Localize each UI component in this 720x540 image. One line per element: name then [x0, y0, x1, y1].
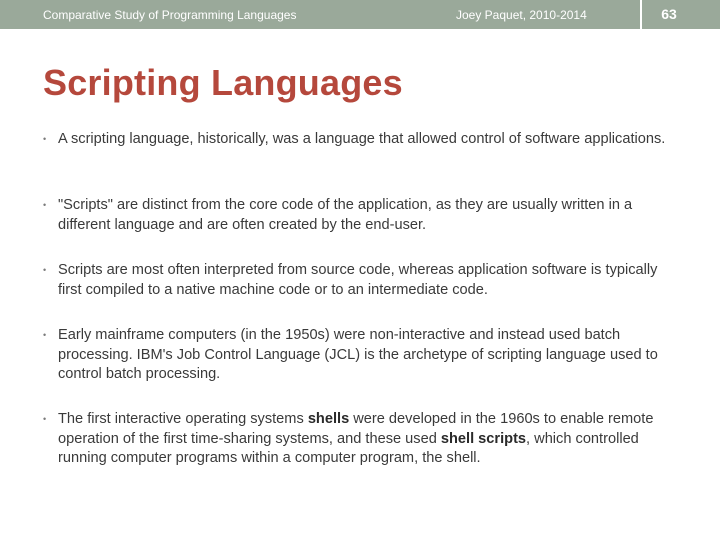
bullet-text [58, 261, 683, 300]
bullet-text [58, 410, 683, 469]
bullet-marker: • [43, 265, 47, 275]
bullet-bold-term: shell scripts [440, 430, 527, 447]
bullet-text [58, 196, 683, 235]
bullet-text-segment: Early mainframe computers (in the 1950s) were non-interactive and instead used batch processing. IBM's Job Control Language (JCL) is the archetype of scripting language used to control batch processing. [58, 327, 658, 382]
bullet-text-segment: , which controlled running computer programs within a computer program, the shell. [58, 430, 639, 466]
bullet-bold-term: shells [307, 411, 350, 427]
bullet-item [43, 326, 683, 385]
bullet-text-segment: were developed in the 1960s to enable remote operation of the first time-sharing systems, and these used [58, 411, 654, 447]
bullet-text [58, 130, 683, 150]
bullet-text [58, 326, 683, 385]
bullet-text-segment: "Scripts" are distinct from the core code of the application, as they are usually written in a different language and are often created by the end-user. [58, 197, 633, 233]
header-band [0, 0, 720, 29]
bullet-text-segment: Scripts are most often interpreted from source code, whereas application software is typically first compiled to a native machine code or to an intermediate code. [58, 262, 658, 298]
page-number: 63 [661, 6, 677, 22]
bullet-item [43, 130, 683, 150]
slide-title: Scripting Languages [43, 62, 403, 103]
bullet-item [43, 261, 683, 300]
bullet-item [43, 410, 683, 469]
bullet-text-segment: A scripting language, historically, was a language that allowed control of software applications. [58, 131, 666, 147]
bullet-marker: • [43, 200, 47, 210]
header-divider [640, 0, 642, 29]
bullet-text-segment: The first interactive operating systems [58, 411, 308, 427]
bullet-item [43, 196, 683, 235]
bullet-marker: • [43, 330, 47, 340]
bullet-marker: • [43, 414, 47, 424]
bullet-marker: • [43, 134, 47, 144]
course-title: Comparative Study of Programming Languages [43, 8, 297, 22]
author-credit: Joey Paquet, 2010-2014 [456, 8, 587, 22]
